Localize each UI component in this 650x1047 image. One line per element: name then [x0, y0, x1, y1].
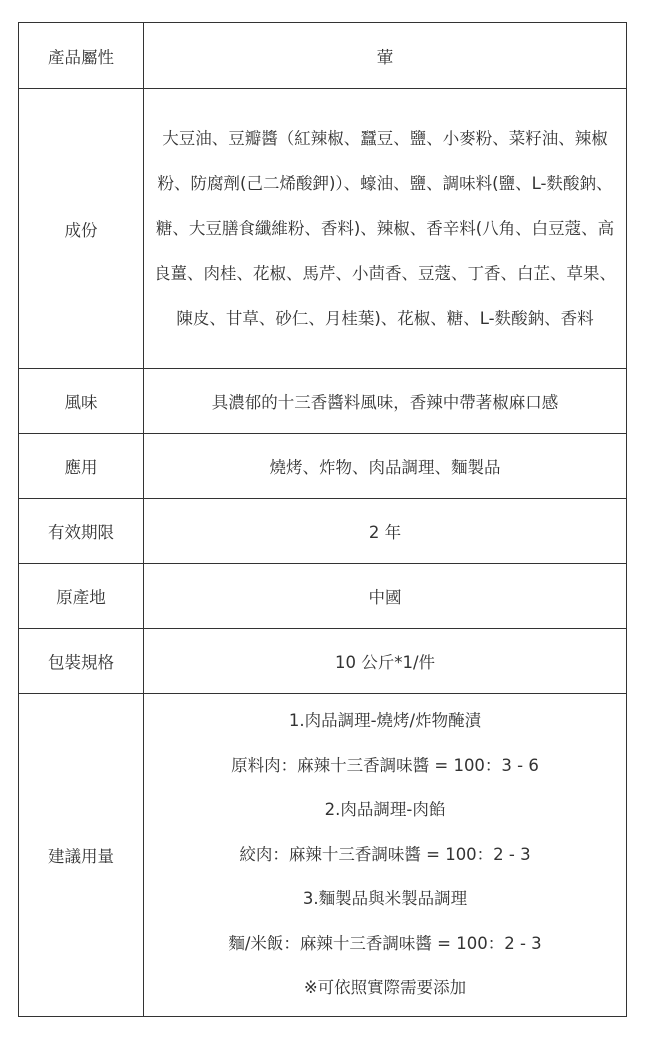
- usage-line: 3.麵製品與米製品調理: [302, 889, 468, 909]
- table-row: [19, 23, 627, 89]
- row-label-flavor: 風味: [19, 369, 144, 434]
- table-row: [19, 629, 627, 694]
- table-row: [19, 564, 627, 629]
- table-row: [19, 434, 627, 499]
- table-row: [19, 499, 627, 564]
- row-label-packaging: 包裝規格: [19, 629, 144, 694]
- row-value-origin: 中國: [144, 564, 627, 629]
- row-label-application: 應用: [19, 434, 144, 499]
- row-value-shelf-life: 2 年: [144, 499, 627, 564]
- row-label-attribute: 產品屬性: [19, 23, 144, 89]
- usage-line: 絞肉：麻辣十三香調味醬 = 100：2 - 3: [239, 844, 531, 864]
- row-label-ingredients: 成份: [19, 89, 144, 369]
- row-label-shelf-life: 有效期限: [19, 499, 144, 564]
- usage-line: 2.肉品調理-肉餡: [324, 800, 446, 820]
- row-label-usage: 建議用量: [19, 694, 144, 1017]
- row-value-application: 燒烤、炸物、肉品調理、麵製品: [144, 434, 627, 499]
- row-value-packaging: 10 公斤*1/件: [144, 629, 627, 694]
- row-value-usage: [144, 694, 627, 1017]
- usage-line: 麵/米飯：麻辣十三香調味醬 = 100：2 - 3: [228, 933, 542, 953]
- usage-line: ※可依照實際需要添加: [303, 978, 467, 998]
- table-row: [19, 369, 627, 434]
- ingredients-text: 大豆油、豆瓣醬（紅辣椒、蠶豆、鹽、小麥粉、菜籽油、辣椒粉、防腐劑(己二烯酸鉀)）、蠔油、鹽、調味料(鹽、L-麩酸鈉、糖、大豆膳食纖維粉、香料)、辣椒、香辛料(八角、白豆蔻、高良薑、肉桂、花椒、馬芹、小茴香、豆蔻、丁香、白芷、草果、陳皮、甘草、砂仁、月桂葉)、花椒、糖、L-麩酸鈉、香料: [154, 129, 616, 328]
- row-value-flavor: 具濃郁的十三香醬料風味，香辣中帶著椒麻口感: [144, 369, 627, 434]
- usage-line: 原料肉：麻辣十三香調味醬 = 100：3 - 6: [231, 755, 539, 775]
- row-label-origin: 原產地: [19, 564, 144, 629]
- usage-list: [144, 699, 626, 1011]
- row-value-attribute: 葷: [144, 23, 627, 89]
- table-row: [19, 694, 627, 1017]
- usage-line: 1.肉品調理-燒烤/炸物醃漬: [288, 711, 482, 731]
- table-row: [19, 89, 627, 369]
- product-spec-table: [18, 22, 627, 1017]
- row-value-ingredients: [144, 89, 627, 369]
